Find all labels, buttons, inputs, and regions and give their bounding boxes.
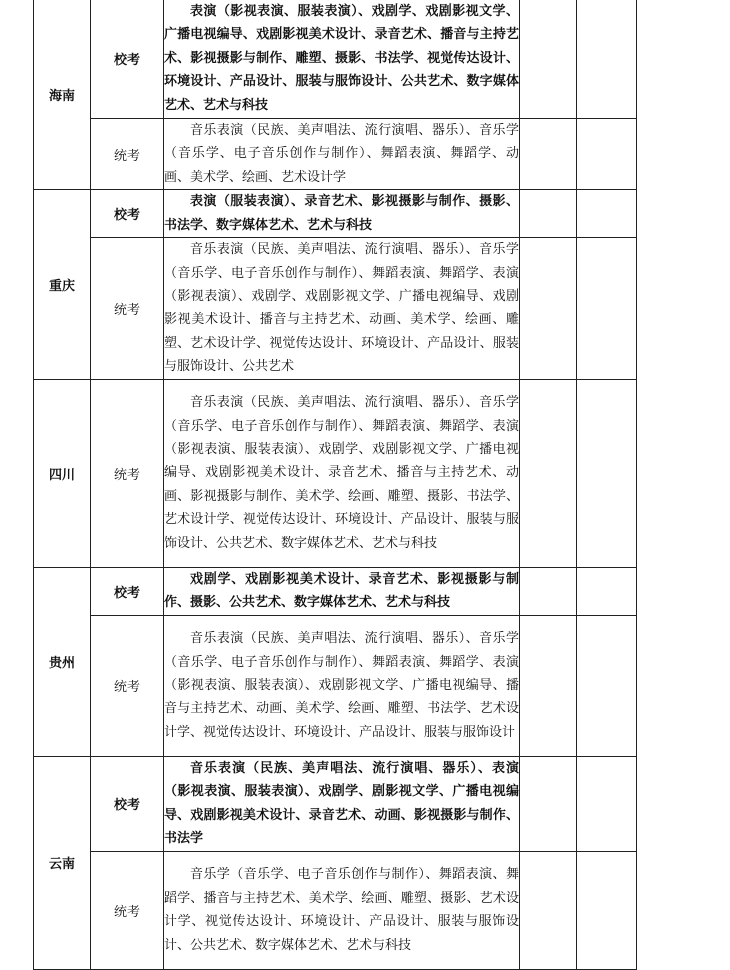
empty-cell xyxy=(520,190,577,238)
admission-table xyxy=(33,0,637,970)
table-row xyxy=(34,615,637,756)
majors-text: 音乐表演（民族、美声唱法、流行演唱、器乐）、表演（影视表演、服装表演）、戏剧学、剧影视文学、广播电视编导、戏剧影视美术设计、录音艺术、动画、影视摄影与制作、书法学 xyxy=(164,760,519,847)
province-cell: 贵州 xyxy=(34,567,91,756)
exam-type-cell: 校考 xyxy=(91,567,164,615)
majors-text: 音乐表演（民族、美声唱法、流行演唱、器乐）、音乐学（音乐学、电子音乐创作与制作）、舞蹈表演、舞蹈学、表演（影视表演）、戏剧学、戏剧影视文学、广播电视编导、戏剧影视美术设计、播音与主持艺术、动画、美术学、绘画、雕塑、艺术设计学、视觉传达设计、环境设计、产品设计、服装与服饰设计、公共艺术 xyxy=(164,242,519,375)
empty-cell xyxy=(577,190,637,238)
majors-cell xyxy=(164,851,520,969)
empty-cell xyxy=(577,615,637,756)
empty-cell xyxy=(520,615,577,756)
province-cell: 重庆 xyxy=(34,190,91,379)
empty-cell xyxy=(520,756,577,851)
table-row xyxy=(34,567,637,615)
majors-cell xyxy=(164,119,520,190)
province-cell: 四川 xyxy=(34,379,91,567)
majors-text: 音乐表演（民族、美声唱法、流行演唱、器乐）、音乐学（音乐学、电子音乐创作与制作）、舞蹈表演、舞蹈学、表演（影视表演、服装表演）、戏剧影视文学、广播电视编导、播音与主持艺术、动画、美术学、绘画、雕塑、书法学、艺术设计学、视觉传达设计、环境设计、产品设计、服装与服饰设计 xyxy=(164,631,519,740)
table-row xyxy=(34,851,637,969)
exam-type-cell: 统考 xyxy=(91,238,164,379)
exam-type-cell: 统考 xyxy=(91,379,164,567)
empty-cell xyxy=(520,0,577,119)
majors-text: 戏剧学、戏剧影视美术设计、录音艺术、影视摄影与制作、摄影、公共艺术、数字媒体艺术、艺术与科技 xyxy=(164,571,519,611)
table-row xyxy=(34,119,637,190)
majors-text: 音乐表演（民族、美声唱法、流行演唱、器乐）、音乐学（音乐学、电子音乐创作与制作）、舞蹈表演、舞蹈学、动画、美术学、绘画、艺术设计学 xyxy=(164,123,519,185)
majors-text: 表演（影视表演、服装表演）、戏剧学、戏剧影视文学、广播电视编导、戏剧影视美术设计、录音艺术、播音与主持艺术、影视摄影与制作、雕塑、摄影、书法学、视觉传达设计、环境设计、产品设计、服装与服饰设计、公共艺术、数字媒体艺术、艺术与科技 xyxy=(164,3,519,113)
exam-type-cell: 统考 xyxy=(91,851,164,969)
empty-cell xyxy=(520,567,577,615)
empty-cell xyxy=(520,119,577,190)
empty-cell xyxy=(577,756,637,851)
exam-type-cell: 统考 xyxy=(91,615,164,756)
majors-cell xyxy=(164,190,520,238)
majors-text: 音乐学（音乐学、电子音乐创作与制作）、舞蹈表演、舞蹈学、播音与主持艺术、美术学、绘画、雕塑、摄影、艺术设计学、视觉传达设计、环境设计、产品设计、服装与服饰设计、公共艺术、数字媒体艺术、艺术与科技 xyxy=(164,867,519,953)
empty-cell xyxy=(577,379,637,567)
table-row xyxy=(34,379,637,567)
majors-cell xyxy=(164,567,520,615)
table-row xyxy=(34,756,637,851)
exam-type-cell: 校考 xyxy=(91,190,164,238)
majors-text: 表演（服装表演）、录音艺术、影视摄影与制作、摄影、书法学、数字媒体艺术、艺术与科技 xyxy=(164,194,519,233)
province-cell: 云南 xyxy=(34,756,91,969)
table-row xyxy=(34,238,637,379)
empty-cell xyxy=(577,567,637,615)
exam-type-cell: 校考 xyxy=(91,756,164,851)
empty-cell xyxy=(577,238,637,379)
majors-cell xyxy=(164,0,520,119)
exam-type-cell: 校考 xyxy=(91,0,164,119)
empty-cell xyxy=(520,379,577,567)
empty-cell xyxy=(577,0,637,119)
majors-cell xyxy=(164,379,520,567)
majors-cell xyxy=(164,238,520,379)
empty-cell xyxy=(520,851,577,969)
empty-cell xyxy=(577,851,637,969)
majors-text: 音乐表演（民族、美声唱法、流行演唱、器乐）、音乐学（音乐学、电子音乐创作与制作）、舞蹈表演、舞蹈学、表演（影视表演、服装表演）、戏剧学、戏剧影视文学、广播电视编导、戏剧影视美术设计、录音艺术、播音与主持艺术、动画、影视摄影与制作、美术学、绘画、雕塑、摄影、书法学、艺术设计学、视觉传达设计、环境设计、产品设计、服装与服饰设计、公共艺术、数字媒体艺术、艺术与科技 xyxy=(164,395,519,551)
majors-cell xyxy=(164,615,520,756)
empty-cell xyxy=(520,238,577,379)
empty-cell xyxy=(577,119,637,190)
majors-cell xyxy=(164,756,520,851)
table-row xyxy=(34,190,637,238)
table-row xyxy=(34,0,637,119)
exam-type-cell: 统考 xyxy=(91,119,164,190)
province-cell: 海南 xyxy=(34,0,91,190)
